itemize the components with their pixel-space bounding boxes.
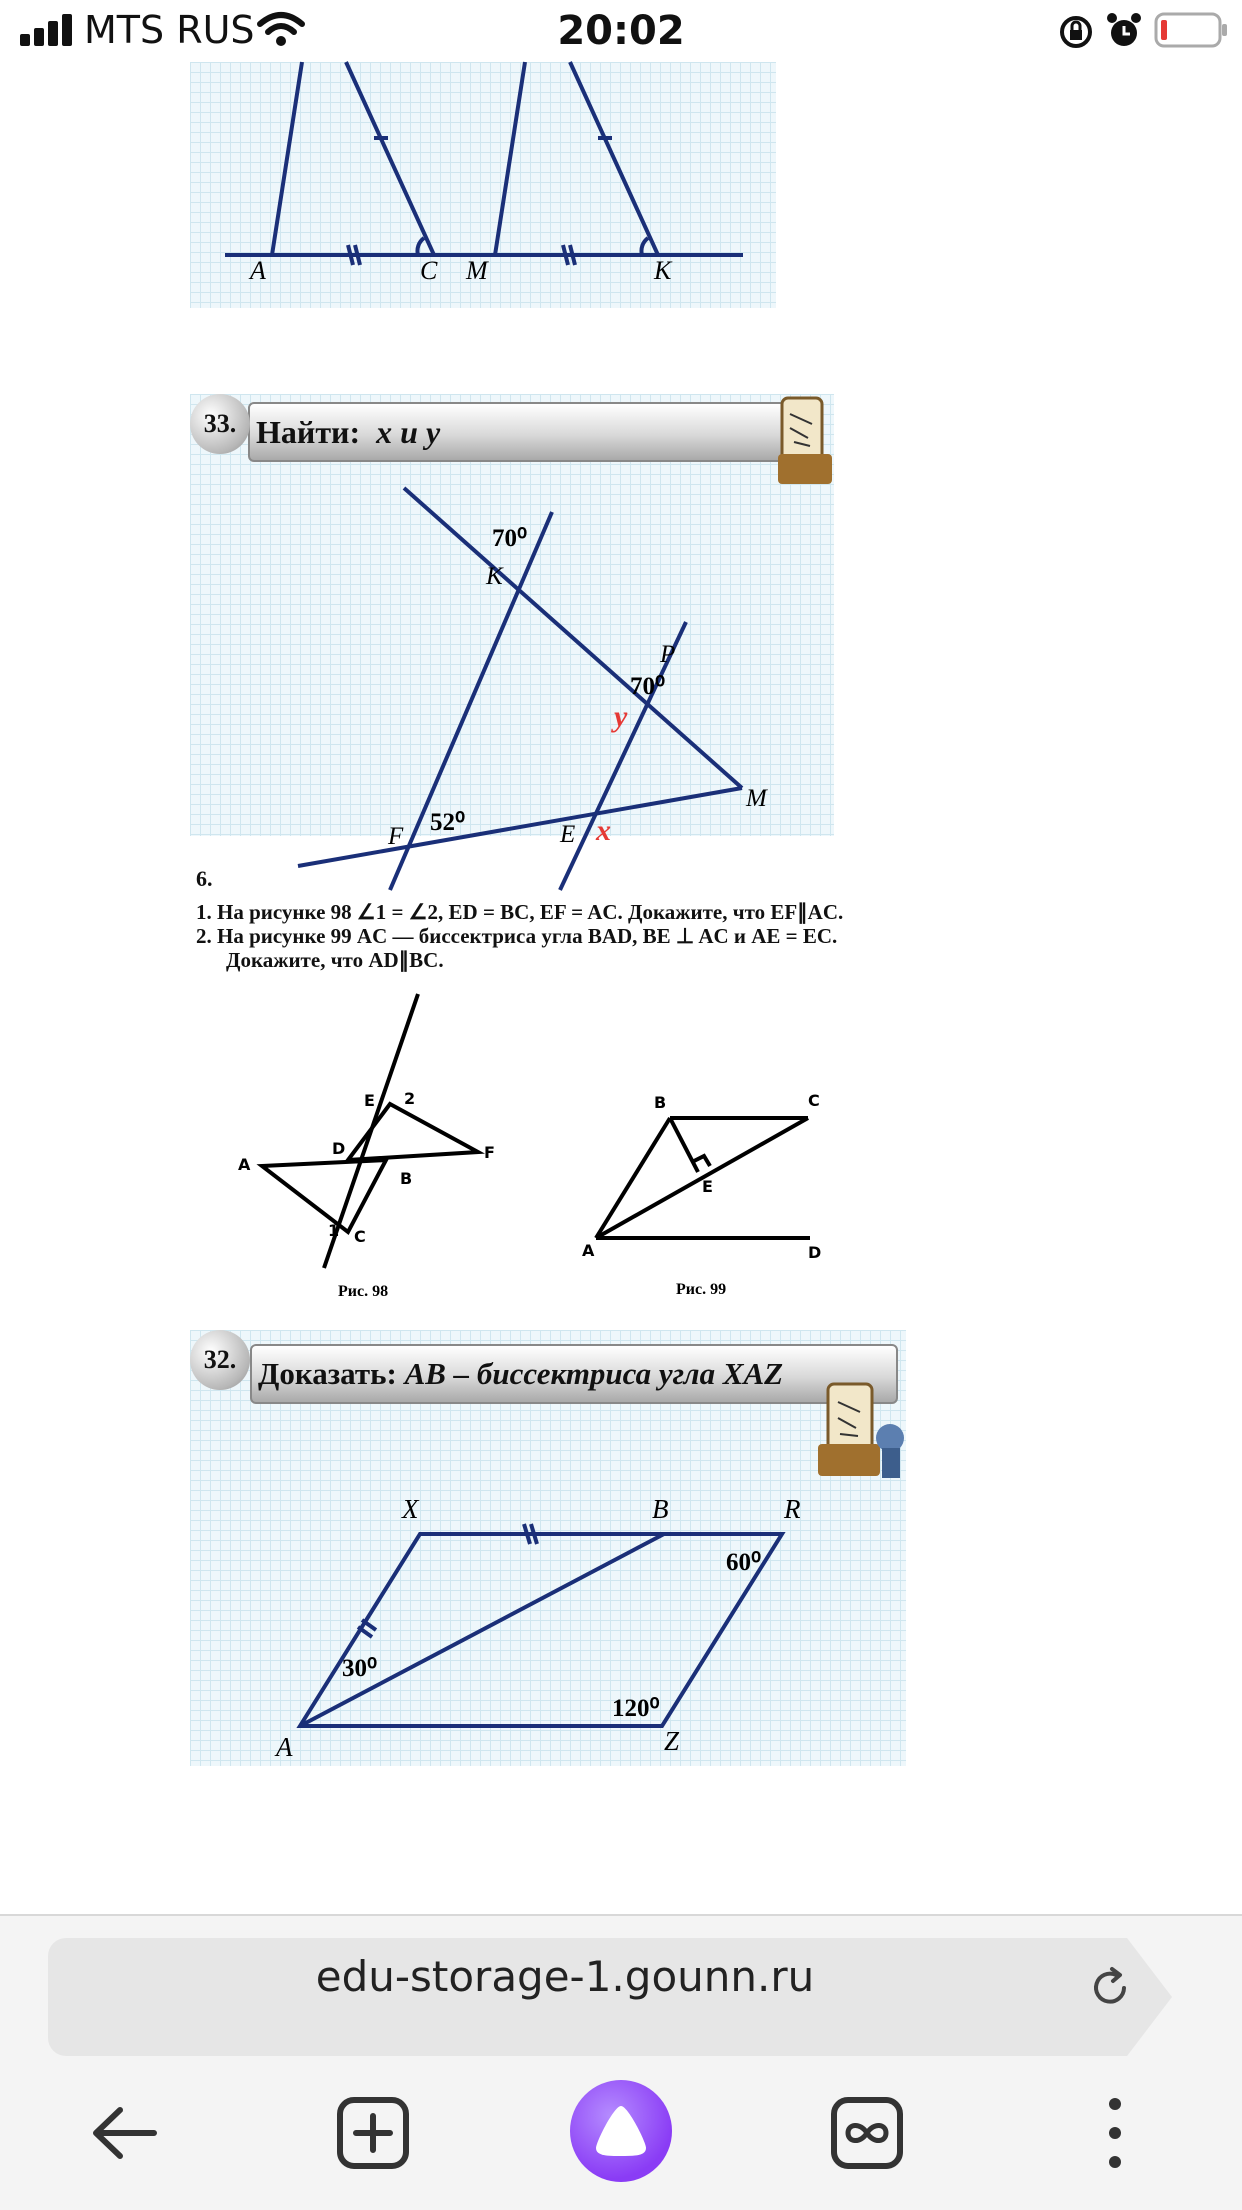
label-e: E: [560, 821, 576, 848]
label-m: M: [746, 785, 767, 812]
angle-60: 60⁰: [726, 1549, 762, 1576]
label-a: A: [250, 256, 266, 285]
browser-bottom-bar: [0, 1914, 1242, 2210]
more-vertical-icon[interactable]: [1070, 2088, 1160, 2178]
scroll-icon: [810, 1378, 906, 1484]
url-text[interactable]: edu-storage-1.gounn.ru: [315, 1952, 815, 2001]
label-p: P: [660, 641, 676, 668]
figure-99: [576, 1088, 836, 1302]
label-x: X: [402, 1494, 419, 1524]
alice-assistant-icon[interactable]: [570, 2080, 672, 2182]
fig98-label-1: 1: [328, 1221, 340, 1240]
angle-120: 120⁰: [612, 1695, 660, 1722]
fig98-label-2: 2: [404, 1089, 416, 1108]
label-k: K: [486, 563, 503, 590]
figure-98: [230, 992, 510, 1302]
label-z: Z: [664, 1726, 680, 1756]
tabs-icon[interactable]: [822, 2088, 912, 2178]
back-arrow-icon[interactable]: [80, 2088, 170, 2178]
angle-30: 30⁰: [342, 1655, 378, 1682]
angle-70-top: 70⁰: [492, 525, 528, 552]
fig98-label-f: F: [484, 1143, 495, 1162]
fig98-label-e: E: [364, 1091, 375, 1110]
label-m: M: [466, 256, 488, 285]
task-2: 2. На рисунке 99 AC — биссектриса угла BAD, BE ⊥ AC и AE = EC.: [196, 924, 838, 948]
fig98-label-b: B: [400, 1169, 413, 1188]
status-bar: [0, 0, 1242, 62]
fig99-label-d: D: [808, 1243, 822, 1262]
battery-icon: [1154, 12, 1228, 48]
angle-70-p: 70⁰: [630, 673, 666, 700]
homework-heading: 6.: [196, 866, 213, 891]
fig98-label-a: A: [238, 1155, 251, 1174]
figure-top-panel: [190, 62, 776, 308]
problem-33-title: Найти: x и y: [256, 414, 441, 450]
figure-top-drawing: [190, 62, 776, 308]
task-2-continued: Докажите, что AD∥BC.: [226, 948, 444, 972]
fig99-label-e: E: [702, 1177, 713, 1196]
label-c: C: [420, 256, 438, 285]
fig98-caption: Рис. 98: [338, 1283, 389, 1300]
fig99-label-b: B: [654, 1093, 667, 1112]
alarm-icon: [1106, 12, 1142, 50]
angle-52: 52⁰: [430, 809, 466, 836]
label-a: A: [276, 1732, 293, 1762]
fig99-caption: Рис. 99: [676, 1281, 727, 1298]
label-r: R: [784, 1494, 801, 1524]
status-time: 20:02: [557, 8, 685, 54]
fig99-label-c: C: [808, 1091, 820, 1110]
label-x: x: [596, 814, 611, 847]
alice-triangle-icon: [570, 2080, 672, 2182]
reload-icon[interactable]: [1088, 1966, 1132, 2010]
label-y: y: [614, 700, 628, 733]
carrier-name: MTS RUS: [84, 8, 255, 52]
label-b: B: [652, 1494, 669, 1524]
rotation-lock-icon: [1058, 14, 1094, 50]
scroll-icon: [776, 394, 834, 490]
problem-32-title: Доказать: AB – биссектриса угла XAZ: [258, 1356, 784, 1391]
homework-tasks: [196, 900, 916, 972]
fig98-label-c: C: [354, 1227, 366, 1246]
problem-33-number: 33.: [190, 394, 250, 454]
new-tab-icon[interactable]: [328, 2088, 418, 2178]
fig99-label-a: A: [582, 1241, 595, 1260]
problem-32-number: 32.: [190, 1330, 250, 1390]
label-f: F: [388, 823, 404, 850]
fig98-label-d: D: [332, 1139, 346, 1158]
task-1: 1. На рисунке 98 ∠1 = ∠2, ED = BC, EF = AC. Докажите, что EF∥AC.: [196, 900, 844, 924]
page-content[interactable]: [0, 62, 1242, 1914]
label-k: K: [654, 256, 672, 285]
